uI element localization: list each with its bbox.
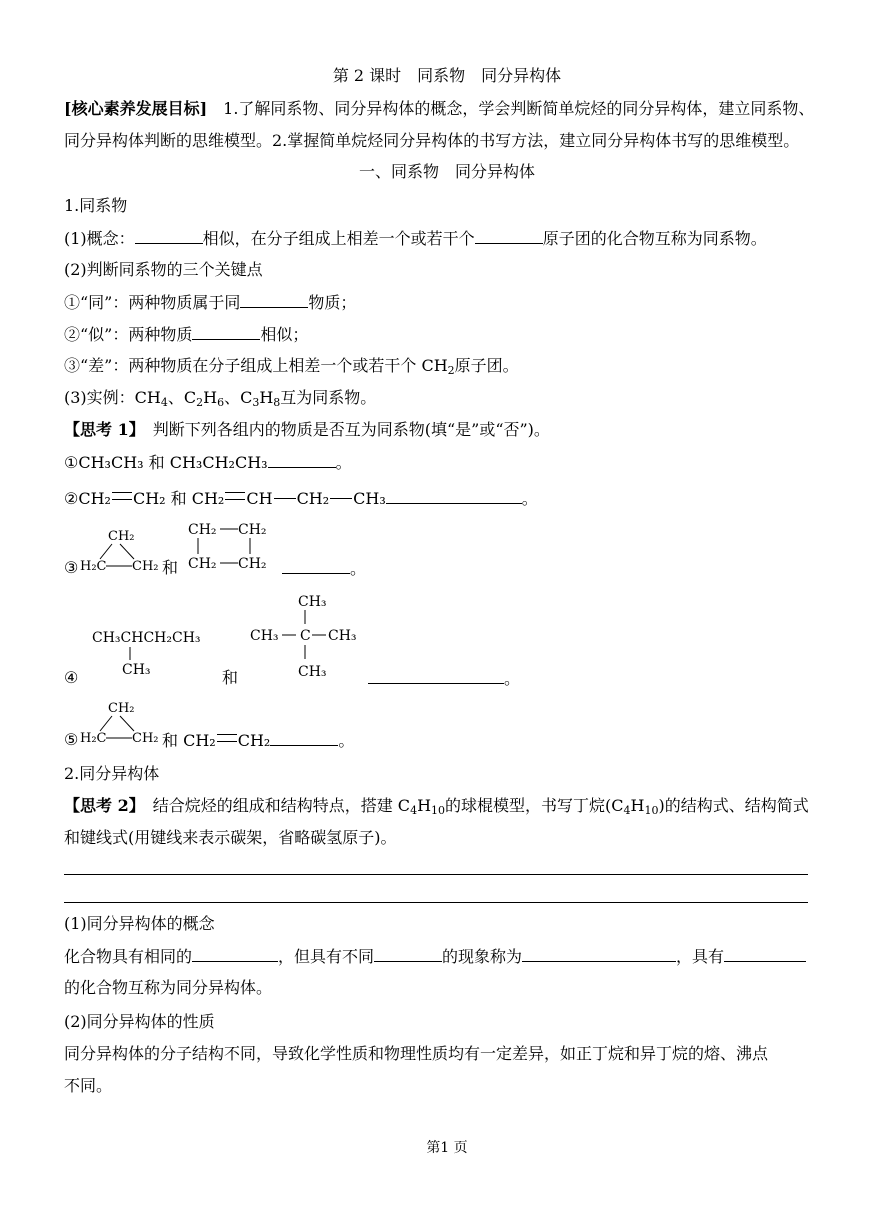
item2-b: CH₂ 和 CH₂ (132, 489, 225, 508)
homolog-example (64, 388, 376, 408)
t2-b: H (417, 796, 432, 815)
isomer-property-line-1: 同分异构体的分子结构不同，导致化学性质和物理性质均有一定差异，如正丁烷和异丁烷的熔、沸点 (64, 1044, 769, 1063)
period: 。 (338, 731, 355, 750)
ex-sub5: 8 (273, 396, 281, 409)
fill-blank[interactable] (135, 228, 203, 244)
isomer-concept-line-2: 的化合物互称为同分异构体。 (64, 978, 273, 997)
ex-sub4: 3 (252, 396, 260, 409)
fill-blank[interactable] (368, 668, 504, 684)
atom-ch3: CH₃ (250, 628, 279, 644)
fill-blank[interactable] (522, 946, 676, 962)
isomer-concept-line-1 (64, 946, 806, 967)
isomer-property-line-2: 不同。 (64, 1076, 113, 1095)
goals-line-1 (64, 99, 814, 119)
think1-item-1 (64, 452, 352, 473)
ex-d: 、C (224, 388, 253, 407)
fill-blank[interactable] (270, 730, 338, 746)
item2-d: CH₂ (296, 489, 330, 508)
item5-b: 和 CH₂ (162, 731, 216, 750)
ex-f: 互为同系物。 (280, 388, 377, 407)
cyclobutane-structure (188, 516, 274, 576)
kp2-text-b: 相似； (260, 325, 309, 344)
think1-question (64, 420, 550, 440)
goals-line-2: 同分异构体判断的思维模型。2.掌握简单烷烃同分异构体的书写方法，建立同分异构体书写的思维模型。 (64, 131, 800, 150)
item4-mark: ④ (64, 668, 79, 687)
bond-line (100, 716, 112, 731)
item3-mark: ③ (64, 558, 79, 577)
item2-e: CH₃ (353, 489, 386, 508)
atom-ch3: CH₃ (298, 594, 327, 610)
neopentane-structure (248, 588, 362, 684)
ex-sub1: 4 (160, 396, 168, 409)
ic-a: 化合物具有相同的 (64, 947, 193, 966)
ex-c: H (203, 388, 218, 407)
think2-line-1 (64, 796, 809, 816)
think2-label: 【思考 2】 (64, 796, 137, 815)
page-number: 第1 页 (426, 1140, 468, 1156)
methylbutane-structure (88, 622, 218, 678)
t2-c: 的球棍模型，书写丁烷(C (445, 796, 624, 815)
chain-formula: CH₃CHCH₂CH₃ (92, 630, 201, 646)
answer-line[interactable] (64, 902, 808, 903)
keypoints-heading: (2)判断同系物的三个关键点 (64, 260, 263, 279)
t2-d: H (630, 796, 645, 815)
atom-h2c: H₂C (80, 731, 107, 746)
t2-a: 结合烷烃的组成和结构特点，搭建 C (136, 796, 411, 815)
homolog-heading: 1.同系物 (64, 196, 128, 215)
period: 。 (504, 669, 521, 688)
isomer-concept-heading: (1)同分异构体的概念 (64, 914, 215, 933)
ex-sub2: 2 (196, 396, 204, 409)
item2-mark: ② (64, 489, 79, 508)
item5-rest (162, 730, 354, 751)
item5-mark: ⑤ (64, 730, 79, 749)
atom-ch3: CH₃ (328, 628, 357, 644)
atom-ch2: CH₂ (238, 556, 267, 572)
period: 。 (350, 559, 367, 578)
fill-blank[interactable] (192, 946, 278, 962)
fill-blank[interactable] (386, 488, 522, 504)
ex-a: (3)实例：CH (64, 388, 161, 407)
t2-sub2: 10 (431, 804, 446, 817)
isomer-heading: 2.同分异构体 (64, 764, 160, 783)
double-bond (112, 492, 132, 500)
concept-text-a: (1)概念： (64, 229, 135, 248)
atom-ch2: CH₂ (238, 522, 267, 538)
atom-c: C (300, 628, 311, 644)
kp1-text-b: 物质； (308, 293, 357, 312)
period: 。 (335, 453, 352, 472)
item4-answer (368, 668, 520, 689)
item5-c: CH₂ (237, 731, 271, 750)
section-heading: 一、同系物 同分异构体 (358, 162, 535, 181)
atom-ch2: CH₂ (108, 529, 135, 544)
fill-blank[interactable] (268, 452, 336, 468)
atom-ch2: CH₂ (188, 522, 217, 538)
ex-b: 、C (167, 388, 197, 407)
item3-answer (282, 558, 366, 579)
fill-blank[interactable] (282, 558, 350, 574)
ic-b: ，但具有不同 (278, 947, 375, 966)
and-text: 和 (162, 558, 179, 577)
t2-e: )的结构式、结构简式 (658, 796, 809, 815)
cyclopropane-structure (78, 696, 158, 748)
cyclopropane-structure (78, 524, 158, 576)
and-text: 和 (222, 668, 239, 687)
t2-sub1: 4 (410, 804, 418, 817)
double-bond (217, 734, 237, 742)
double-bond (225, 492, 245, 500)
kp2-text-a: ②“似”：两种物质 (64, 325, 193, 344)
kp3-subscript: 2 (447, 364, 455, 377)
item2-c: CH (246, 489, 273, 508)
fill-blank[interactable] (192, 324, 260, 340)
goals-text-1: 1.了解同系物、同分异构体的概念，学会判断简单烷烃的同分异构体，建立同系物、 (207, 99, 815, 118)
keypoint-2 (64, 324, 308, 345)
ex-e: H (259, 388, 274, 407)
concept-text-b: 相似，在分子组成上相差一个或若干个 (202, 229, 475, 248)
fill-blank[interactable] (724, 946, 806, 962)
isomer-property-heading: (2)同分异构体的性质 (64, 1012, 215, 1031)
keypoint-1 (64, 292, 356, 313)
kp3-text-a: ③“差”：两种物质在分子组成上相差一个或若干个 CH (64, 356, 448, 375)
atom-ch3: CH₃ (298, 664, 327, 680)
think1-text: 判断下列各组内的物质是否互为同系物(填“是”或“否”)。 (136, 420, 550, 439)
item1-text: ①CH₃CH₃ 和 CH₃CH₂CH₃ (64, 453, 268, 472)
think2-line-2: 和键线式(用键线来表示碳架，省略碳氢原子)。 (64, 828, 397, 847)
single-bond (274, 498, 296, 499)
bond-line (100, 544, 112, 559)
answer-line[interactable] (64, 874, 808, 875)
t2-sub3: 4 (623, 804, 631, 817)
atom-ch2: CH₂ (108, 701, 135, 716)
bond-line (120, 716, 134, 731)
atom-ch2: CH₂ (132, 559, 158, 574)
homolog-concept (64, 228, 767, 249)
kp1-text-a: ①“同”：两种物质属于同 (64, 293, 241, 312)
bond-line (120, 544, 134, 559)
atom-ch2: CH₂ (188, 556, 217, 572)
single-bond (330, 498, 352, 499)
think1-label: 【思考 1】 (64, 420, 137, 439)
ex-sub3: 6 (217, 396, 225, 409)
fill-blank[interactable] (475, 228, 543, 244)
keypoint-3 (64, 356, 519, 376)
think1-item-2 (64, 488, 538, 509)
atom-ch2: CH₂ (132, 731, 158, 746)
t2-sub4: 10 (644, 804, 659, 817)
kp3-text-b: 原子团。 (454, 356, 519, 375)
concept-text-c: 原子团的化合物互称为同系物。 (542, 229, 767, 248)
period: 。 (521, 489, 538, 508)
atom-h2c: H₂C (80, 559, 107, 574)
item2-a: CH₂ (78, 489, 111, 508)
page-title: 第 2 课时 同系物 同分异构体 (332, 66, 562, 85)
fill-blank[interactable] (374, 946, 442, 962)
goals-label: [核心素养发展目标] (64, 99, 208, 118)
ic-d: ，具有 (676, 947, 725, 966)
fill-blank[interactable] (240, 292, 308, 308)
atom-ch3: CH₃ (122, 662, 151, 678)
ic-c: 的现象称为 (442, 947, 523, 966)
